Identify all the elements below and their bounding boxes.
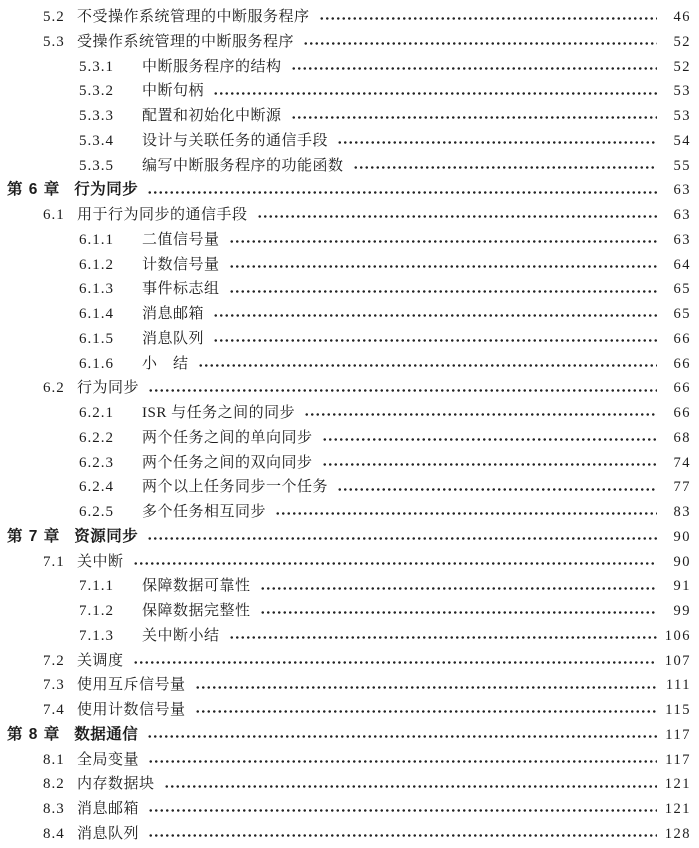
toc-entry <box>0 253 691 278</box>
entry-page: 91 <box>673 578 691 595</box>
entry-page: 83 <box>673 504 691 520</box>
entry-page: 54 <box>673 132 691 149</box>
entry-title: 消息队列 <box>142 330 205 347</box>
entry-title: ISR 与任务之间的同步 <box>142 405 296 421</box>
entry-number: 6.1 <box>43 207 65 223</box>
entry-title: 中断句柄 <box>142 83 205 100</box>
entry-number: 6.2.2 <box>79 429 114 446</box>
entry-number: 6.2.5 <box>79 504 114 520</box>
entry-title: 保障数据完整性 <box>142 603 251 619</box>
entry-page: 66 <box>673 405 691 421</box>
dot-leader <box>148 834 657 837</box>
entry-title: 行为同步 <box>74 181 139 199</box>
dot-leader <box>148 760 657 763</box>
entry-number: 6.1.3 <box>79 281 114 298</box>
dot-leader <box>147 537 657 540</box>
entry-page: 66 <box>673 380 691 397</box>
entry-title: 配置和初始化中断源 <box>142 108 282 124</box>
entry-title: 消息队列 <box>77 825 140 842</box>
toc-entry <box>0 550 691 575</box>
dot-leader <box>213 92 657 95</box>
entry-title: 使用计数信号量 <box>77 702 186 718</box>
entry-number: 6.1.2 <box>79 256 114 273</box>
entry-number: 5.3.1 <box>79 58 114 75</box>
toc-entry <box>0 228 691 253</box>
dot-leader <box>337 141 657 144</box>
toc-entry <box>0 748 691 773</box>
entry-number: 7.2 <box>43 652 65 669</box>
toc-entry <box>0 797 691 822</box>
entry-page: 106 <box>664 627 691 644</box>
dot-leader <box>229 290 657 293</box>
entry-number: 5.3.3 <box>79 108 114 124</box>
entry-title: 计数信号量 <box>142 256 220 273</box>
entry-number: 8.2 <box>43 776 65 793</box>
entry-page: 128 <box>664 825 691 842</box>
entry-title: 内存数据块 <box>77 776 155 793</box>
dot-leader <box>257 215 657 218</box>
toc-entry <box>0 475 691 500</box>
toc-entry <box>0 525 691 550</box>
entry-title: 受操作系统管理的中断服务程序 <box>77 33 295 50</box>
entry-title: 数据通信 <box>74 725 139 743</box>
entry-number: 6.2 <box>43 380 65 397</box>
entry-title: 关调度 <box>77 652 124 669</box>
entry-title: 设计与关联任务的通信手段 <box>142 132 329 149</box>
entry-page: 90 <box>673 553 691 570</box>
dot-leader <box>147 735 657 738</box>
entry-page: 65 <box>673 306 691 322</box>
dot-leader <box>148 809 657 812</box>
dot-leader <box>322 438 657 441</box>
entry-title: 编写中断服务程序的功能函数 <box>142 157 344 174</box>
entry-title: 消息邮箱 <box>142 306 205 322</box>
entry-number: 5.3.2 <box>79 83 114 100</box>
entry-title: 两个任务之间的单向同步 <box>142 429 313 446</box>
toc-entry <box>0 772 691 797</box>
entry-number: 8.4 <box>43 825 65 842</box>
dot-leader <box>148 389 657 392</box>
dot-leader <box>147 191 657 194</box>
entry-number: 5.3.5 <box>79 157 114 174</box>
entry-number: 5.3 <box>43 33 65 50</box>
entry-number: 7.1.3 <box>79 627 114 644</box>
entry-page: 117 <box>665 751 691 768</box>
dot-leader <box>260 611 657 614</box>
entry-title: 关中断 <box>77 553 124 570</box>
entry-page: 63 <box>673 182 691 199</box>
entry-number: 7.1.2 <box>79 603 114 619</box>
entry-number: 7.3 <box>43 677 65 694</box>
dot-leader <box>229 265 657 268</box>
entry-title: 二值信号量 <box>142 231 220 248</box>
toc-entry <box>0 698 691 723</box>
entry-title: 保障数据可靠性 <box>142 578 251 595</box>
entry-number: 5.3.4 <box>79 132 114 149</box>
toc-entry <box>0 599 691 624</box>
dot-leader <box>164 785 657 788</box>
toc-entry <box>0 203 691 228</box>
entry-page: 99 <box>673 603 691 619</box>
entry-page: 90 <box>673 528 691 545</box>
entry-number: 8.3 <box>43 801 65 817</box>
dot-leader <box>260 587 657 590</box>
entry-number: 6.2.4 <box>79 479 114 496</box>
entry-page: 121 <box>664 801 691 817</box>
entry-number: 6.2.3 <box>79 454 114 471</box>
entry-number: 第 6 章 <box>7 181 61 199</box>
entry-title: 行为同步 <box>77 380 140 397</box>
entry-title: 消息邮箱 <box>77 801 140 817</box>
entry-page: 68 <box>673 429 691 446</box>
toc-entry <box>0 723 691 748</box>
dot-leader <box>133 661 657 664</box>
entry-page: 52 <box>673 33 691 50</box>
toc-entry <box>0 822 691 847</box>
dot-leader <box>319 17 657 20</box>
toc-entry <box>0 302 691 327</box>
entry-number: 6.1.4 <box>79 306 114 322</box>
entry-page: 55 <box>673 157 691 174</box>
dot-leader <box>133 562 657 565</box>
entry-page: 107 <box>664 652 691 669</box>
entry-number: 6.1.6 <box>79 355 114 372</box>
entry-page: 115 <box>665 702 691 718</box>
dot-leader <box>304 413 657 416</box>
entry-page: 66 <box>673 355 691 372</box>
toc-entry <box>0 79 691 104</box>
entry-title: 多个任务相互同步 <box>142 504 267 520</box>
toc-entry <box>0 104 691 129</box>
entry-number: 6.2.1 <box>79 405 114 421</box>
dot-leader <box>291 116 657 119</box>
entry-title: 用于行为同步的通信手段 <box>77 207 248 223</box>
dot-leader <box>353 166 657 169</box>
dot-leader <box>275 512 657 515</box>
entry-number: 8.1 <box>43 751 65 768</box>
entry-number: 7.1.1 <box>79 578 114 595</box>
toc-entry <box>0 624 691 649</box>
entry-title: 全局变量 <box>77 751 140 768</box>
dot-leader <box>213 314 657 317</box>
dot-leader <box>229 240 657 243</box>
toc-entry <box>0 574 691 599</box>
entry-title: 不受操作系统管理的中断服务程序 <box>77 9 310 25</box>
entry-page: 65 <box>673 281 691 298</box>
toc-list <box>0 5 691 847</box>
entry-page: 121 <box>664 776 691 793</box>
toc-entry <box>0 649 691 674</box>
toc-entry <box>0 55 691 80</box>
dot-leader <box>213 339 657 342</box>
entry-page: 63 <box>673 231 691 248</box>
toc-entry <box>0 30 691 55</box>
toc-entry <box>0 327 691 352</box>
entry-page: 52 <box>673 58 691 75</box>
toc-entry <box>0 376 691 401</box>
entry-page: 117 <box>665 726 691 743</box>
toc-entry <box>0 426 691 451</box>
toc-entry <box>0 154 691 179</box>
dot-leader <box>195 710 657 713</box>
entry-number: 7.1 <box>43 553 65 570</box>
entry-title: 资源同步 <box>74 527 139 545</box>
entry-page: 53 <box>673 83 691 100</box>
entry-title: 事件标志组 <box>142 281 220 298</box>
dot-leader <box>303 42 657 45</box>
entry-number: 5.2 <box>43 9 65 25</box>
entry-number: 第 8 章 <box>7 725 61 743</box>
entry-title: 小 结 <box>142 355 189 372</box>
entry-page: 63 <box>673 207 691 223</box>
entry-page: 46 <box>673 9 691 25</box>
toc-entry <box>0 129 691 154</box>
dot-leader <box>322 463 657 466</box>
dot-leader <box>229 636 657 639</box>
dot-leader <box>291 67 657 70</box>
toc-entry <box>0 352 691 377</box>
dot-leader <box>337 488 657 491</box>
toc-entry <box>0 5 691 30</box>
entry-title: 中断服务程序的结构 <box>142 58 282 75</box>
toc-entry <box>0 277 691 302</box>
toc-entry <box>0 401 691 426</box>
entry-number: 6.1.5 <box>79 330 114 347</box>
entry-number: 第 7 章 <box>7 527 61 545</box>
entry-page: 77 <box>673 479 691 496</box>
entry-number: 7.4 <box>43 702 65 718</box>
entry-page: 53 <box>673 108 691 124</box>
entry-title: 使用互斥信号量 <box>77 677 186 694</box>
entry-title: 关中断小结 <box>142 627 220 644</box>
entry-page: 66 <box>673 330 691 347</box>
entry-page: 64 <box>673 256 691 273</box>
entry-page: 111 <box>665 677 691 694</box>
entry-title: 两个任务之间的双向同步 <box>142 454 313 471</box>
toc-entry <box>0 178 691 203</box>
toc-entry <box>0 451 691 476</box>
entry-title: 两个以上任务同步一个任务 <box>142 479 329 496</box>
toc-entry <box>0 673 691 698</box>
entry-page: 74 <box>673 454 691 471</box>
toc-entry <box>0 500 691 525</box>
dot-leader <box>198 364 657 367</box>
dot-leader <box>195 686 657 689</box>
entry-number: 6.1.1 <box>79 231 114 248</box>
